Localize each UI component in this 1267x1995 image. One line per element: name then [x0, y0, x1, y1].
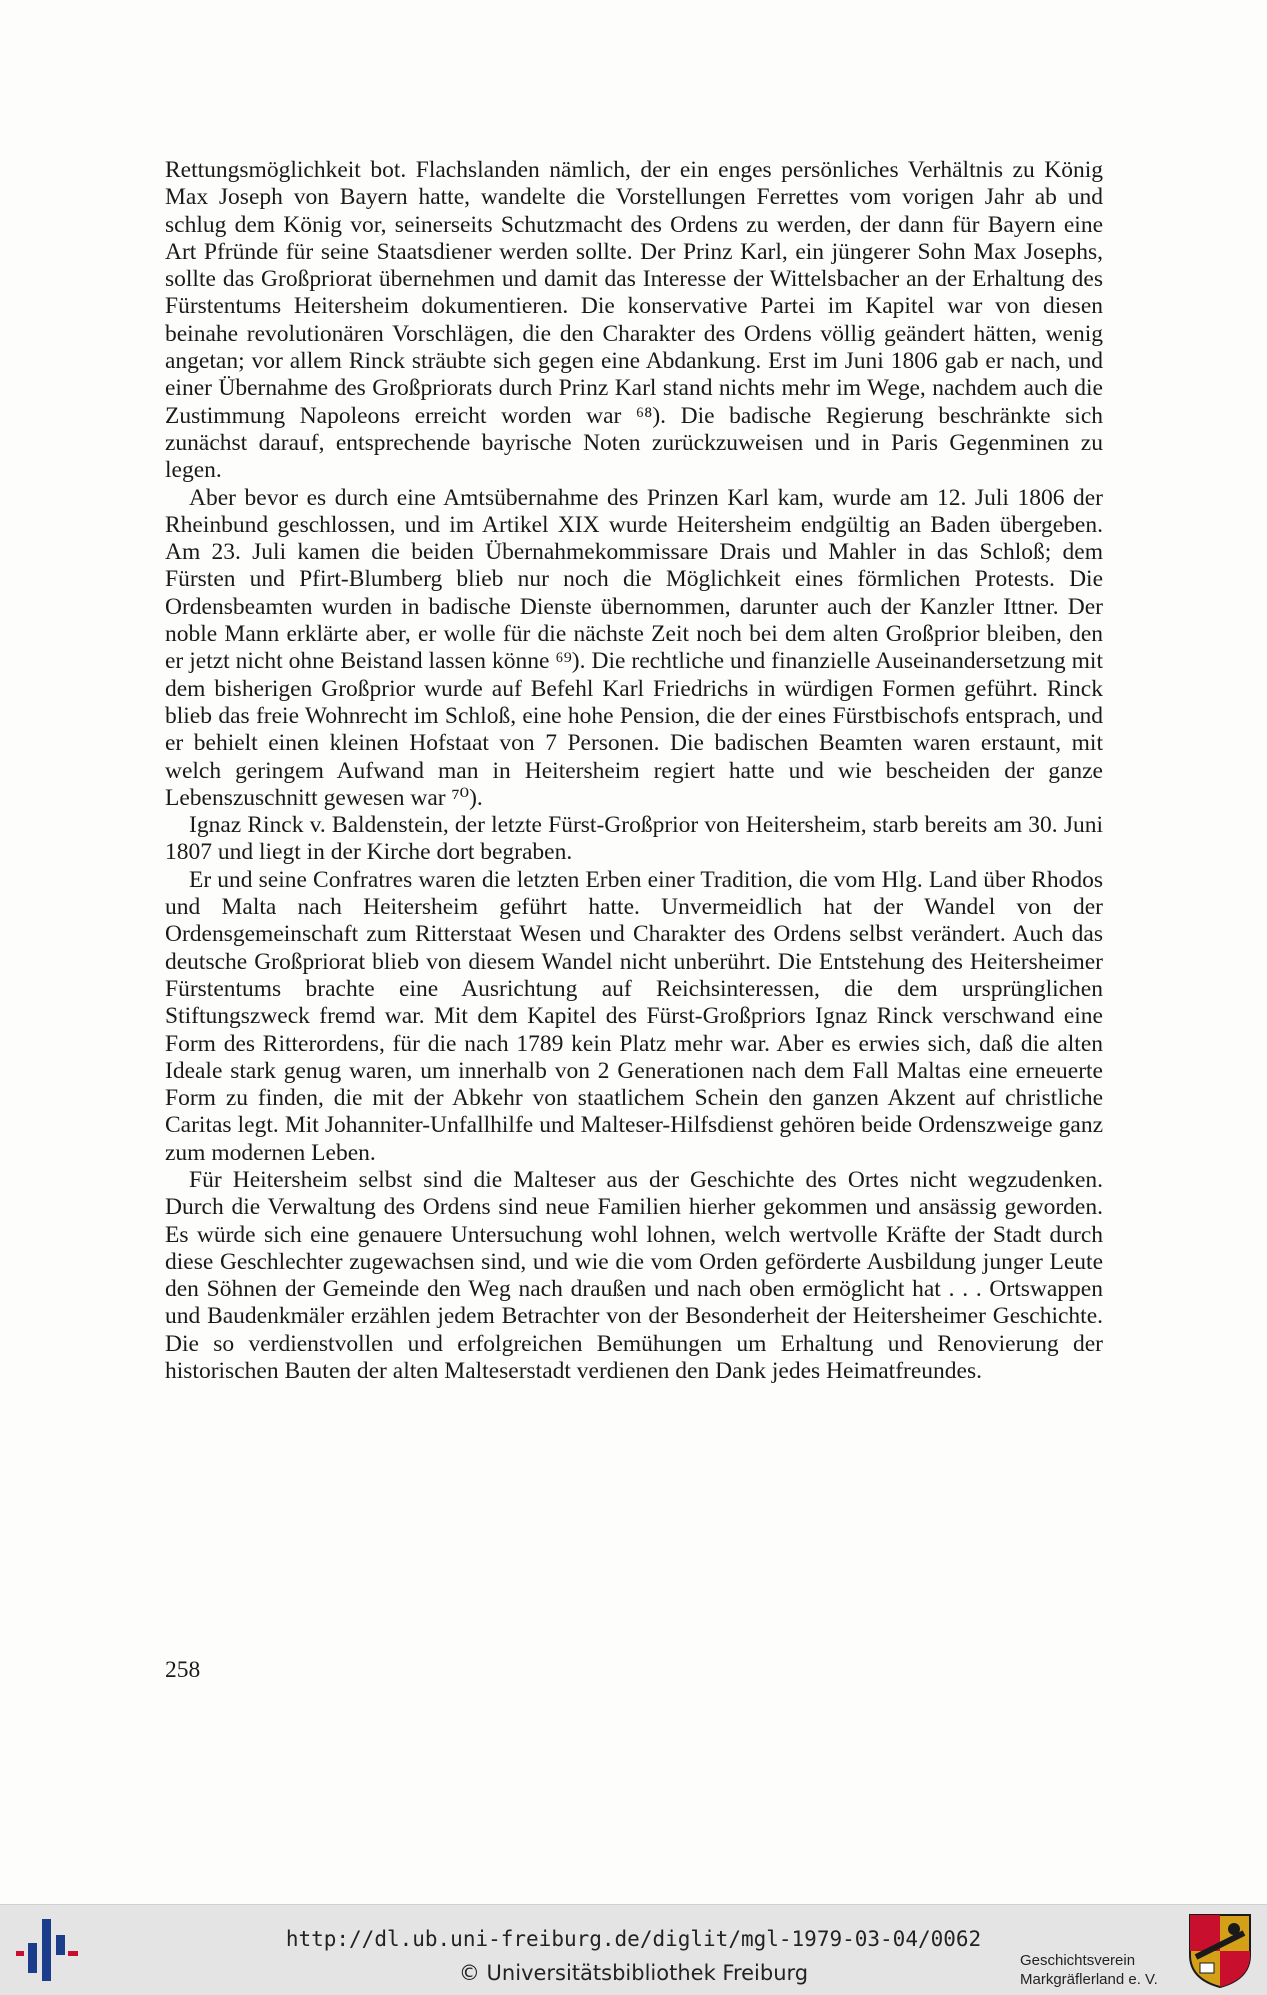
- copyright-text: © Universitätsbibliothek Freiburg: [458, 1961, 809, 1985]
- page-number: 258: [165, 1657, 201, 1683]
- society-name-line1: Geschichtsverein: [1020, 1952, 1136, 1969]
- society-name-line2: Markgräflerland e. V.: [1020, 1971, 1158, 1988]
- body-text: [165, 157, 1103, 1385]
- coat-of-arms-icon: [1188, 1913, 1252, 1989]
- paragraph: Ignaz Rinck v. Baldenstein, der letzte Fürst-Großprior von Heitersheim, starb bereits am 30. Juni 1807 und liegt in der Kirche dort begraben.: [165, 812, 1103, 866]
- paragraph: Rettungsmöglichkeit bot. Flachslanden nämlich, der ein enges persönliches Verhältnis zu König Max Joseph von Bayern hatte, wandelte die Vorstellungen Ferrettes vom vorigen Jahr ab und schlug dem König vor, seinerseits Schutzmacht des Ordens zu werden, der dann für Bayern eine Art Pfründe für seine Staatsdiener werden sollte. Der Prinz Karl, ein jüngerer Sohn Max Josephs, sollte das Großpriorat übernehmen und damit das Interesse der Wittelsbacher an der Erhaltung des Fürstentums Heitersheim dokumentieren. Die konservative Partei im Kapitel war von diesen beinahe revolutionären Vorschlägen, die den Charakter des Ordens völlig geändert hätten, wenig angetan; vor allem Rinck sträubte sich gegen eine Abdankung. Erst im Juni 1806 gab er nach, und einer Übernahme des Großpriorats durch Prinz Karl stand nichts mehr im Wege, nachdem auch die Zustimmung Napoleons erreicht worden war ⁶⁸). Die badische Regierung beschränkte sich zunächst darauf, entsprechende bayrische Noten zurückzuweisen und in Paris Gegenminen zu legen.: [165, 157, 1103, 484]
- society-name: [1020, 1951, 1158, 1989]
- paragraph: Für Heitersheim selbst sind die Malteser aus der Geschichte des Ortes nicht wegzudenken. Durch die Verwaltung des Ordens sind neue Familien hierher gekommen und ansässig geworden. Es würde sich eine genauere Untersuchung wohl lohnen, welch wertvolle Kräfte der Stadt durch diese Geschlechter zugewachsen sind, und wie die vom Orden geförderte Ausbildung junger Leute den Söhnen der Gemeinde den Weg nach draußen und nach oben ermöglicht hat . . . Ortswappen und Baudenkmäler erzählen jedem Betrachter von der Besonderheit der Heitersheimer Geschichte. Die so verdienstvollen und erfolgreichen Bemühungen um Erhaltung und Renovierung der historischen Bauten der alten Malteserstadt verdienen den Dank jedes Heimatfreundes.: [165, 1166, 1103, 1385]
- permalink-url[interactable]: http://dl.ub.uni-freiburg.de/diglit/mgl-1979-03-04/0062: [285, 1927, 982, 1951]
- viewer-footer: [0, 1904, 1267, 1995]
- paragraph: Er und seine Confratres waren die letzten Erben einer Tradition, die vom Hlg. Land über Rhodos und Malta nach Heitersheim geführt hatte. Unvermeidlich hat der Wandel von der Ordensgemeinschaft zum Ritterstaat Wesen und Charakter des Ordens selbst verändert. Auch das deutsche Großpriorat blieb von diesem Wandel nicht unberührt. Die Entstehung des Heitersheimer Fürstentums brachte eine Ausrichtung auf Reichsinteressen, die dem ursprünglichen Stiftungszweck fremd war. Mit dem Kapitel des Fürst-Großpriors Ignaz Rinck verschwand eine Form des Ritterordens, für die nach 1789 kein Platz mehr war. Aber es erwies sich, daß die alten Ideale stark genug waren, um innerhalb von 2 Generationen nach dem Fall Maltas eine erneuerte Form zu finden, die mit der Abkehr von staatlichem Schein den ganzen Akzent auf christliche Caritas legt. Mit Johanniter-Unfallhilfe und Malteser-Hilfsdienst gehören beide Ordenszweige ganz zum modernen Leben.: [165, 866, 1103, 1166]
- paragraph: Aber bevor es durch eine Amtsübernahme des Prinzen Karl kam, wurde am 12. Juli 1806 der Rheinbund geschlossen, und im Artikel XIX wurde Heitersheim endgültig an Baden übergeben. Am 23. Juli kamen die beiden Übernahmekommissare Drais und Mahler in das Schloß; dem Fürsten und Pfirt-Blumberg blieb nur noch die Möglichkeit eines förmlichen Protests. Die Ordensbeamten wurden in badische Dienste übernommen, darunter auch der Kanzler Ittner. Der noble Mann erklärte aber, er wolle für die nächste Zeit noch bei dem alten Großprior bleiben, den er jetzt nicht ohne Beistand lassen könne ⁶⁹). Die rechtliche und finanzielle Auseinandersetzung mit dem bisherigen Großprior wurde auf Befehl Karl Friedrichs in würdigen Formen geführt. Rinck blieb das freie Wohnrecht im Schloß, eine hohe Pension, die der eines Fürstbischofs entsprach, und er behielt einen kleinen Hofstaat von 7 Personen. Die badischen Beamten waren erstaunt, mit welch geringem Aufwand man in Heitersheim regiert hatte und wie bescheiden der ganze Lebenszuschnitt gewesen war ⁷⁰).: [165, 484, 1103, 811]
